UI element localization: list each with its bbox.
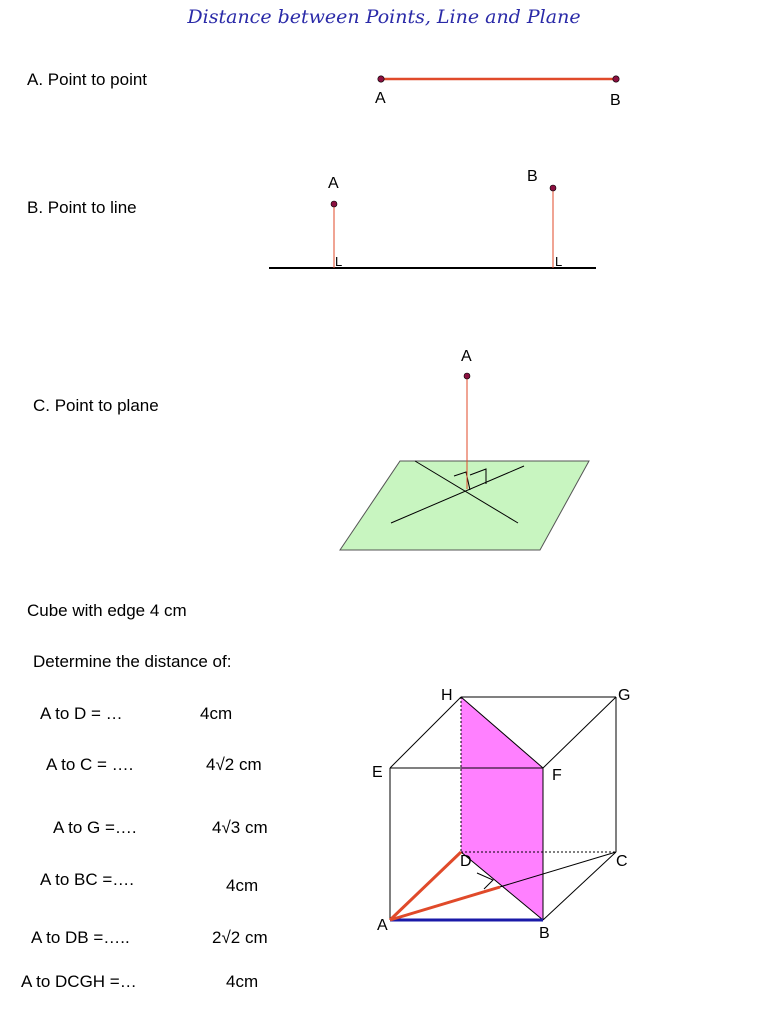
right-angle-mark-b: L — [555, 254, 563, 269]
right-angle-mark-a: L — [335, 254, 343, 269]
vertex-f-label: F — [552, 767, 562, 784]
answer-a-to-dcgh: 4cm — [226, 972, 259, 991]
vertex-e-label: E — [372, 764, 383, 781]
label-a: A — [375, 90, 386, 107]
point-b — [613, 76, 619, 82]
edge-fg — [543, 697, 616, 768]
point-to-point-diagram — [375, 76, 621, 109]
vertex-b-label: B — [539, 925, 550, 942]
answer-a-to-g: 4√3 cm — [212, 818, 268, 837]
point-a — [331, 201, 337, 207]
question-a-to-g: A to G =…. — [53, 818, 137, 837]
vertex-h-label: H — [441, 687, 453, 704]
question-a-to-c: A to C = …. — [46, 755, 134, 774]
point-b — [550, 185, 556, 191]
section-point-to-line: B. Point to line — [27, 198, 137, 217]
label-a: A — [461, 348, 472, 365]
label-b: B — [527, 168, 538, 185]
cube-prompt: Determine the distance of: — [33, 652, 232, 671]
point-a — [464, 373, 470, 379]
question-a-to-dcgh: A to DCGH =… — [21, 972, 137, 991]
page-title: Distance between Points, Line and Plane — [187, 6, 581, 28]
answer-a-to-c: 4√2 cm — [206, 755, 262, 774]
point-a — [378, 76, 384, 82]
point-to-line-diagram — [269, 168, 596, 269]
question-a-to-d: A to D = … — [40, 704, 123, 723]
section-point-to-point: A. Point to point — [27, 70, 148, 89]
answer-a-to-d: 4cm — [200, 704, 233, 723]
edge-eh — [390, 697, 461, 768]
vertex-d-label: D — [460, 853, 472, 870]
edge-bc — [543, 852, 616, 920]
answer-a-to-db: 2√2 cm — [212, 928, 268, 947]
cube-intro: Cube with edge 4 cm — [27, 601, 187, 620]
question-a-to-bc: A to BC =…. — [40, 870, 135, 889]
label-b: B — [610, 92, 621, 109]
plane — [340, 461, 589, 550]
section-point-to-plane: C. Point to plane — [33, 396, 159, 415]
vertex-a-label: A — [377, 917, 388, 934]
vertex-g-label: G — [618, 687, 631, 704]
vertex-c-label: C — [616, 853, 628, 870]
label-a: A — [328, 175, 339, 192]
cube-diagram — [372, 687, 630, 942]
question-a-to-db: A to DB =….. — [31, 928, 130, 947]
point-to-plane-diagram — [340, 348, 589, 550]
answer-a-to-bc: 4cm — [226, 876, 259, 895]
